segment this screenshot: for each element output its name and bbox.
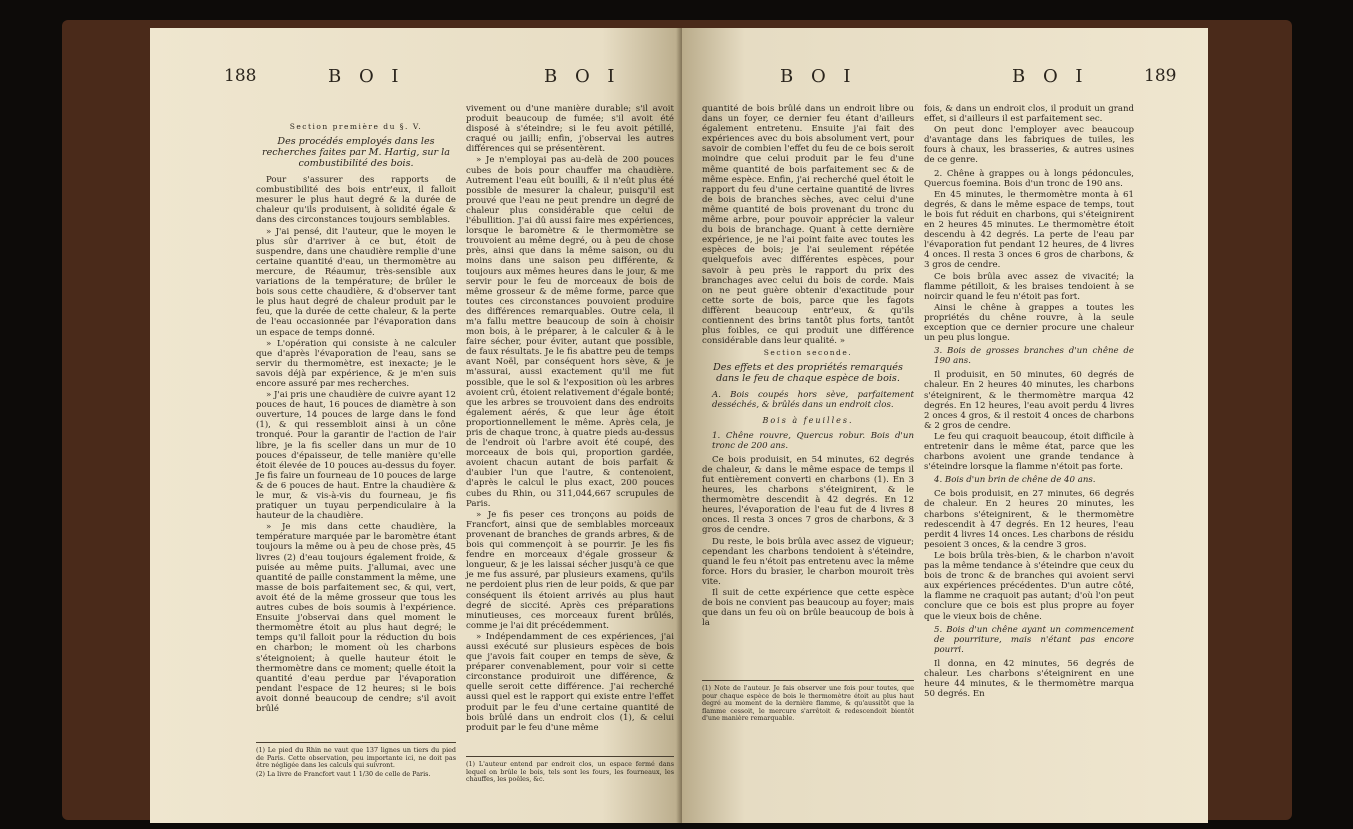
paragraph: En 45 minutes, le thermomètre monta à 61 degrés, & dans le même espace de temps, tout le bois fut réduit en charbons, qui s'éteignirent en 2 heures 45 minutes. Le thermomètre étoit descendu à 42 degrés. La perte de l'eau par l'évaporation fut pendant 12 heures, de 4 livres 4 onces. Il resta 3 onces 6 gros de charbons, & 3 gros de cendre. <box>924 189 1134 271</box>
section-heading: Section seconde. <box>763 348 853 358</box>
footnote: (1) Le pied du Rhin ne vaut que 137 lignes un tiers du pied de Paris. Cette observation, peu importante ici, ne doit pas être négligée dans les calculs qui suivront. <box>256 746 456 770</box>
entry-4-title: 4. Bois d'un brin de chêne de 40 ans. <box>934 475 1096 486</box>
section-heading: Section première du §. V. <box>289 122 423 131</box>
subsection-a: A. Bois coupés hors sève, parfaitement desséchés, & brûlés dans un endroit clos. <box>712 390 914 411</box>
paragraph: Il produisit, en 50 minutes, 60 degrés de chaleur. En 2 heures 40 minutes, les charbons s'éteignirent, & le thermomètre marqua 42 degrés. En 12 heures, l'eau avoit perdu 4 livres 2 onces 4 gros, & il restoit 4 onces de charbons & 2 gros de cendre. <box>924 370 1134 431</box>
paragraph: » Je mis dans cette chaudière, la température marquée par le baromètre étant toujours la même ou à peu de chose près, 45 livres (2) d'eau toujours également froide, & puisée au même puits. J'allumai, avec une quantité de paille constamment la même, une masse de bois parfaitement sec, & qui, vert, avoit été de la même grosseur que tous les autres cubes de bois soumis à l'expérience. Ensuite j'observai dans quel moment le thermomètre étoit au plus haut degré; le temps qu'il falloit pour la réduction du bois en charbon; le moment où les charbons s'éteignoient; à quelle hauteur étoit le thermomètre dans ce moment; quelle étoit la quantité d'eau perdue par l'évaporation pendant l'espace de 12 heures; si le bois avoit donné beaucoup de cendre; s'il avoit brûlé <box>256 522 456 714</box>
entry-3-title: 3. Bois de grosses branches d'un chêne de 190 ans. <box>934 346 1134 367</box>
left-column-1 <box>256 120 456 715</box>
left-column-1-footnotes <box>256 742 456 779</box>
left-column-2 <box>466 104 674 734</box>
paragraph: » J'ai pris une chaudière de cuivre ayant 12 pouces de haut, 16 pouces de diamètre à son ouverture, 14 pouces de large dans le fond (1), & qui ressembloit ainsi à un cône tronqué. Pour la garantir de l'action de l'air libre, je la fis sceller dans un mur de 10 pouces d'épaisseur, de telle manière qu'elle étoit élevée de 10 pouces au-dessus du foyer. Je fis faire un fourneau de 10 pouces de large & de 6 pouces de haut. Entre la chaudière & le mur, & vis-à-vis du fourneau, je fis pratiquer un tuyau perpendiculaire à la hauteur de la chaudière. <box>256 390 457 522</box>
right-page <box>682 28 1208 823</box>
running-head-word-right: B O I <box>1012 66 1089 87</box>
paragraph: quantité de bois brûlé dans un endroit libre ou dans un foyer, ce dernier feu étant d'ailleurs également entretenu. Ensuite j'ai fait des expériences avec du bois absolument vert, pour savoir de combien l'effet du feu de ce bois seroit moindre que celui produit par le feu d'une même quantité de bois parfaitement sec & de même espèce. Enfin, j'ai recherché quel étoit le rapport du feu d'une certaine quantité de livres de bois de branches sèches, avec celui d'une même quantité de bois provenant du tronc du même arbre, pour pouvoir apprécier la valeur du bois de branchage. Quant à cette dernière expérience, je ne l'ai point faite avec toutes les espèces de bois; je l'ai seulement répétée quelquefois avec différentes espèces, pour savoir à peu près le rapport du prix des branchages avec celui du bois de corde. Mais on ne peut guère obtenir d'exactitude pour cette sorte de bois, parce que les fagots diffèrent beaucoup entr'eux, & qu'ils contiennent des brins tantôt plus forts, tantôt plus foibles, ce qui produit une différence considérable dans leur qualité. » <box>702 104 914 347</box>
running-head-word-left: B O I <box>780 66 857 87</box>
paragraph: Le bois brûla très-bien, & le charbon n'avoit pas la même tendance à s'éteindre que ceux du bois de tronc & de branches qui avoient servi aux expériences précédentes. D'un autre côté, la flamme ne craquoit pas autant; d'où l'on peut conclure que ce bois est plus propre au foyer que le vieux bois de chêne. <box>924 550 1134 622</box>
section-title: Des effets et des propriétés remarqués dans le feu de chaque espèce de bois. <box>713 362 903 385</box>
footnote: (1) L'auteur entend par endroit clos, un espace fermé dans lequel on brûle le bois, tels sont les fours, les fourneaux, les chauffes, les poêles, &c. <box>466 760 674 784</box>
subsection-heading: Bois à feuilles. <box>762 415 854 425</box>
entry-5-title: 5. Bois d'un chêne ayant un commencement de pourriture, mais n'étant pas encore pourri. <box>934 624 1134 655</box>
paragraph: » Indépendamment de ces expériences, j'ai aussi exécuté sur plusieurs espèces de bois que j'avois fait couper en temps de sève, & préparer convenablement, pour voir si cette circonstance produiroit une différence, & quelle seroit cette différence. J'ai recherché aussi quel est le rapport qui existe entre l'effet produit par le feu d'une certaine quantité de bois brûlé dans un endroit clos (1), & celui produit par le feu d'une même <box>466 631 674 733</box>
paragraph: Du reste, le bois brûla avec assez de vigueur; cependant les charbons tendoient à s'éteindre, quand le feu n'étoit pas entretenu avec la même force. Hors du brasier, le charbon mouroit très vite. <box>702 536 914 587</box>
paragraph: » J'ai pensé, dit l'auteur, que le moyen le plus sûr d'arriver à ce but, étoit de suspendre, dans une chaudière remplie d'une certaine quantité d'eau, un thermomètre au mercure, de Réaumur, très-sensible aux variations de la température; de brûler le bois sous cette chaudière, & d'observer tant le plus haut degré de chaleur produit par le feu, que la durée de cette chaleur, & la perte de l'eau occasionnée par l'évaporation dans un espace de temps donné. <box>256 226 456 338</box>
entry-1-title: 1. Chêne rouvre, Quercus robur. Bois d'un tronc de 200 ans. <box>712 430 914 451</box>
paragraph: Il donna, en 42 minutes, 56 degrés de chaleur. Les charbons s'éteignirent en une heure 44 minutes, & le thermomètre marqua 50 degrés. En <box>924 658 1134 700</box>
paragraph: Ce bois brûla avec assez de vivacité; la flamme pétilloit, & les braises tendoient à se noircir quand le feu n'étoit pas fort. <box>924 271 1134 302</box>
right-column-2 <box>924 104 1134 700</box>
left-page <box>150 28 682 823</box>
paragraph: fois, & dans un endroit clos, il produit un grand effet, si d'ailleurs il est parfaitement sec. <box>924 104 1134 125</box>
paragraph: Pour s'assurer des rapports de combustibilité des bois entr'eux, il falloit mesurer le plus haut degré & la durée de chaleur qu'ils produisent, à solidité égale & dans des circonstances toujours semblables. <box>256 175 456 226</box>
right-column-1-footnotes <box>702 680 914 724</box>
running-head-word-right: B O I <box>544 66 621 87</box>
paragraph: Ce bois produisit, en 27 minutes, 66 degrés de chaleur. En 2 heures 20 minutes, les charbons s'éteignirent, & le thermomètre redescendit à 47 degrés. En 12 heures, l'eau perdit 4 livres 14 onces. Les charbons de résidu pesoient 3 onces, & la cendre 3 gros. <box>924 489 1134 550</box>
entry-2-title: 2. Chêne à grappes ou à longs pédoncules, Quercus foemina. Bois d'un tronc de 190 ans. <box>924 168 1134 189</box>
paragraph: Le feu qui craquoit beaucoup, étoit difficile à entretenir dans le même état, parce que les charbons avoient une grande tendance à s'éteindre lorsque la flamme n'étoit pas forte. <box>924 431 1134 473</box>
paragraph: Ainsi le chêne à grappes a toutes les propriétés du chêne rouvre, à la seule exception que ce dernier procure une chaleur un peu plus longue. <box>924 302 1134 344</box>
running-head-word-left: B O I <box>328 66 405 87</box>
section-title: Des procédés employés dans les recherches faites par M. Hartig, sur la combustibilité des bois. <box>262 136 450 170</box>
footnote: (1) Note de l'auteur. Je fais observer une fois pour toutes, que pour chaque espèce de bois le thermomètre étoit au plus haut degré au moment de la dernière flamme, & qu'aussitôt que la flamme cessoit, le mercure s'arrêtoit & redescendoit bientôt d'une manière remarquable. <box>702 684 914 723</box>
paragraph: » L'opération qui consiste à ne calculer que d'après l'évaporation de l'eau, sans se servir du thermomètre, est inexacte; je le savois déjà par expérience, & je m'en suis encore assuré par mes recherches. <box>256 338 456 389</box>
paragraph: Ce bois produisit, en 54 minutes, 62 degrés de chaleur, & dans le même espace de temps il fut entièrement converti en charbons (1). En 3 heures, les charbons s'éteignirent, & le thermomètre descendit à 42 degrés. En 12 heures, l'évaporation de l'eau fut de 4 livres 8 onces. Il resta 3 onces 7 gros de charbons, & 3 gros de cendre. <box>702 454 914 536</box>
right-running-head <box>682 66 1208 92</box>
paragraph: » Je fis peser ces tronçons au poids de Francfort, ainsi que de semblables morceaux provenant de branches de grands arbres, & de bois qui commençoit à se pourrir. Je les fis fendre en morceaux d'égale grosseur & longueur, & je les laissai sécher jusqu'à ce que je me fus assuré, par plusieurs examens, qu'ils ne perdoient plus rien de leur poids, & que par conséquent ils étoient arrivés au plus haut degré de siccité. Après ces préparations minutieuses, ces morceaux furent brûlés, comme je l'ai dit précédemment. <box>466 509 674 631</box>
page-number-188: 188 <box>224 66 257 86</box>
paragraph: On peut donc l'employer avec beaucoup d'avantage dans les fabriques de tuiles, les fours à chaux, les brasseries, & autres usines de ce genre. <box>924 125 1134 166</box>
page-number-189: 189 <box>1144 66 1177 86</box>
right-column-1 <box>702 104 914 629</box>
paragraph: vivement ou d'une manière durable; s'il avoit produit beaucoup de fumée; s'il avoit été disposé à s'éteindre; si le feu avoit pétillé, craqué ou jailli; enfin, j'observai les autres différences qui se présentèrent. <box>466 104 674 155</box>
left-column-2-footnotes <box>466 756 674 785</box>
paragraph: » Je n'employai pas au-delà de 200 pouces cubes de bois pour chauffer ma chaudière. Autrement l'eau eût bouilli, & il n'eût plus été possible de mesurer la chaleur, puisqu'il est prouvé que l'eau ne peut prendre un degré de chaleur plus considérable que celui de l'ébullition. J'ai dû aussi faire mes expériences, lorsque le baromètre & le thermomètre se trouvoient au même degré, ou à peu de chose près, ainsi que dans la même saison, ou du moins dans une saison peu différente, & toujours aux mêmes heures dans le jour, & me servir pour le feu de morceaux de bois de même grosseur & de même forme, parce que toutes ces circonstances pouvoient produire des différences remarquables. Outre cela, il m'a fallu mettre beaucoup de soin à choisir mon bois, à le préparer, à le calculer & à le faire sécher, pour éviter, autant que possible, de faux résultats. Je le fis abattre peu de temps avant Noël, par conséquent hors sève, & je m'assurai, aussi exactement qu'il me fut possible, que le sol & l'exposition où les arbres avoient crû, étoient relativement d'égale bonté; que les arbres se trouvoient dans des endroits également aérés, & que leur âge étoit proportionnellement le même. Après cela, je pris de chaque tronc, à quatre pieds au-dessus de l'endroit où l'arbre avoit été coupé, des morceaux de bois qui, proportion gardée, avoient chacun autant de bois parfait & d'aubier l'un que l'autre, & contenoient, d'après le calcul le plus exact, 200 pouces cubes du Rhin, ou 311,044,667 scrupules de Paris. <box>466 155 674 509</box>
left-running-head <box>150 66 682 92</box>
paragraph: Il suit de cette expérience que cette espèce de bois ne convient pas beaucoup au foyer; mais que dans un feu où on brûle beaucoup de bois à la <box>702 588 914 629</box>
footnote: (2) La livre de Francfort vaut 1 1/30 de celle de Paris. <box>256 769 431 778</box>
